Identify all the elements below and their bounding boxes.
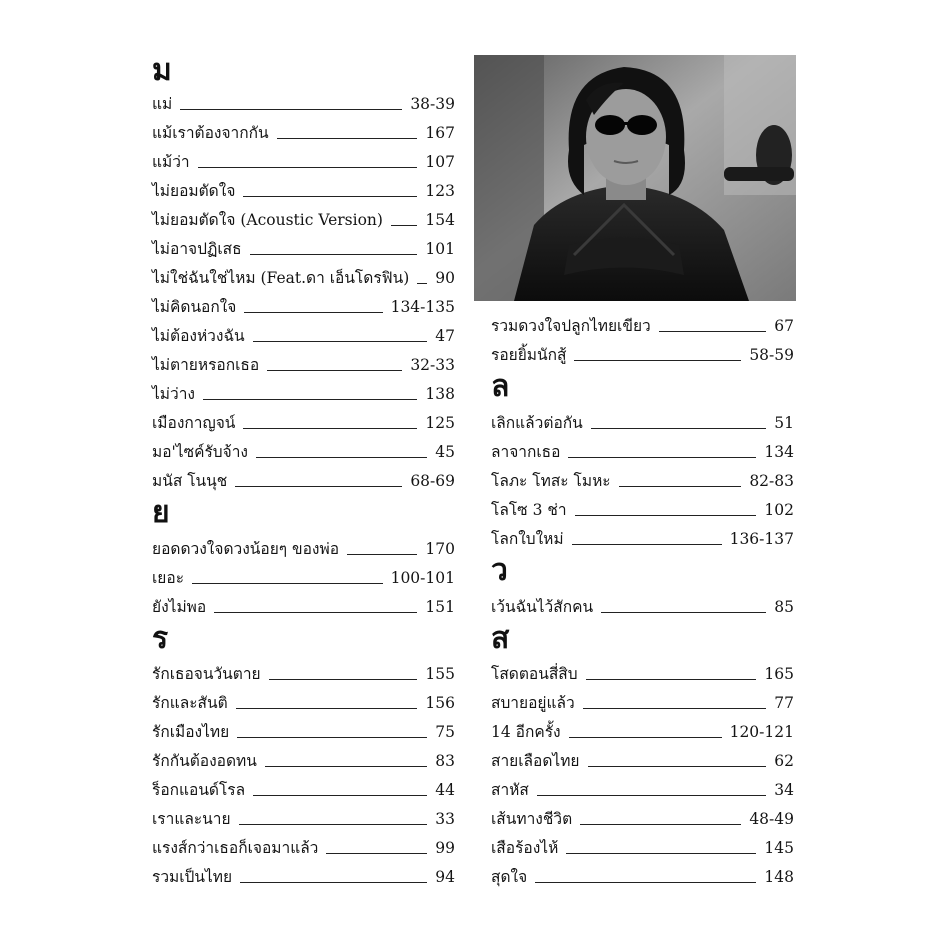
index-entry xyxy=(152,123,455,143)
page-number: 136-137 xyxy=(729,530,794,548)
page-number: 83 xyxy=(435,752,455,770)
leader-line xyxy=(265,766,427,767)
page-number: 125 xyxy=(425,414,455,432)
page-number: 85 xyxy=(774,598,794,616)
song-title: รักและสันติ xyxy=(152,694,228,712)
section-letter-lo: ล xyxy=(491,369,510,404)
leader-line xyxy=(572,544,722,545)
page-number: 151 xyxy=(425,598,455,616)
leader-line xyxy=(569,737,722,738)
index-entry xyxy=(152,384,455,404)
leader-line xyxy=(244,312,382,313)
page-number: 44 xyxy=(435,781,455,799)
leader-line xyxy=(347,554,417,555)
song-title: รักกันต้องอดทน xyxy=(152,752,257,770)
leader-line xyxy=(267,370,402,371)
leader-line xyxy=(203,399,417,400)
leader-line xyxy=(391,225,417,226)
index-entry xyxy=(152,568,455,588)
page-number: 90 xyxy=(435,269,455,287)
leader-line xyxy=(583,708,767,709)
page-number: 102 xyxy=(764,501,794,519)
leader-line xyxy=(575,515,757,516)
leader-line xyxy=(214,612,417,613)
artist-photo xyxy=(474,55,796,301)
index-entry xyxy=(152,268,455,288)
leader-line xyxy=(235,486,402,487)
song-title: รอยยิ้มนักสู้ xyxy=(491,346,567,364)
song-title: เว้นฉันไว้สักคน xyxy=(491,598,594,616)
page-number: 155 xyxy=(425,665,455,683)
index-entry xyxy=(491,838,794,858)
page-number: 94 xyxy=(435,868,455,886)
song-title: รวมเป็นไทย xyxy=(152,868,233,886)
section-letter-so: ส xyxy=(491,621,510,656)
page-number: 82-83 xyxy=(749,472,794,490)
song-title: โลโซ 3 ช่า xyxy=(491,501,567,519)
song-title: สบายอยู่แล้ว xyxy=(491,694,575,712)
page-number: 148 xyxy=(764,868,794,886)
page-number: 134-135 xyxy=(390,298,455,316)
index-entry xyxy=(152,539,455,559)
song-title: รักเธอจนวันตาย xyxy=(152,665,261,683)
leader-line xyxy=(591,428,767,429)
index-entry xyxy=(152,809,455,829)
song-title: เยอะ xyxy=(152,569,185,587)
index-entry xyxy=(152,664,455,684)
index-entry xyxy=(152,152,455,172)
index-entry xyxy=(152,94,455,114)
index-entry xyxy=(491,809,794,829)
index-entry xyxy=(491,664,794,684)
song-title: มนัส โนนุช xyxy=(152,472,228,490)
index-entry xyxy=(491,597,794,617)
page-number: 134 xyxy=(764,443,794,461)
index-entry xyxy=(152,597,455,617)
leader-line xyxy=(277,138,418,139)
index-entry xyxy=(152,355,455,375)
index-entry xyxy=(491,529,794,549)
leader-line xyxy=(588,766,767,767)
leader-line xyxy=(269,679,418,680)
page-number: 45 xyxy=(435,443,455,461)
song-title: ยังไม่พอ xyxy=(152,598,207,616)
page-number: 62 xyxy=(774,752,794,770)
leader-line xyxy=(250,254,418,255)
index-entry xyxy=(152,471,455,491)
song-title: รวมดวงใจปลูกไทยเขียว xyxy=(491,317,651,335)
song-title: โลกใบใหม่ xyxy=(491,530,564,548)
song-title: ไม่ใช่ฉันใช่ไหม (Feat.ดา เอ็นโดรฟิน) xyxy=(152,269,410,287)
song-title: เส้นทางชีวิต xyxy=(491,810,573,828)
song-title: แม่ xyxy=(152,95,173,113)
song-title: ไม่ยอมตัดใจ (Acoustic Version) xyxy=(152,211,383,229)
song-title: สาหัส xyxy=(491,781,529,799)
index-entry xyxy=(152,751,455,771)
section-letter-mo: ม xyxy=(152,53,172,88)
page-number: 123 xyxy=(425,182,455,200)
song-title: โสดตอนสี่สิบ xyxy=(491,665,578,683)
song-title: เมืองกาญจน์ xyxy=(152,414,236,432)
index-entry xyxy=(152,181,455,201)
song-title: รักเมืองไทย xyxy=(152,723,230,741)
page-number: 167 xyxy=(425,124,455,142)
page-number: 58-59 xyxy=(749,346,794,364)
section-letter-yo: ย xyxy=(152,495,170,530)
page-number: 48-49 xyxy=(749,810,794,828)
song-title: ไม่ยอมตัดใจ xyxy=(152,182,236,200)
page-number: 68-69 xyxy=(410,472,455,490)
leader-line xyxy=(535,882,756,883)
page-number: 38-39 xyxy=(410,95,455,113)
song-title: ไม่ต้องห่วงฉัน xyxy=(152,327,245,345)
index-entry xyxy=(491,442,794,462)
index-entry xyxy=(491,722,794,742)
leader-line xyxy=(580,824,741,825)
song-title: เราและนาย xyxy=(152,810,231,828)
index-entry xyxy=(152,442,455,462)
song-title: ไม่คิดนอกใจ xyxy=(152,298,237,316)
index-entry xyxy=(152,838,455,858)
index-entry xyxy=(152,867,455,887)
index-entry xyxy=(491,693,794,713)
page-number: 145 xyxy=(764,839,794,857)
song-title: เสือร้องไห้ xyxy=(491,839,559,857)
leader-line xyxy=(243,428,417,429)
page-number: 67 xyxy=(774,317,794,335)
index-entry xyxy=(152,239,455,259)
photo-illustration xyxy=(474,55,796,301)
page-number: 47 xyxy=(435,327,455,345)
leader-line xyxy=(574,360,741,361)
page-number: 101 xyxy=(425,240,455,258)
page-number: 34 xyxy=(774,781,794,799)
page-number: 32-33 xyxy=(410,356,455,374)
leader-line xyxy=(239,824,428,825)
index-entry xyxy=(152,722,455,742)
index-entry xyxy=(491,751,794,771)
index-entry xyxy=(491,780,794,800)
index-entry xyxy=(491,867,794,887)
leader-line xyxy=(566,853,756,854)
leader-line xyxy=(568,457,756,458)
song-title: สุดใจ xyxy=(491,868,528,886)
section-letter-wo: ว xyxy=(491,553,508,588)
index-entry xyxy=(152,780,455,800)
page-number: 100-101 xyxy=(390,569,455,587)
song-title: แรงส์กว่าเธอก็เจอมาแล้ว xyxy=(152,839,319,857)
index-entry xyxy=(491,413,794,433)
index-entry xyxy=(152,210,455,230)
index-entry xyxy=(491,500,794,520)
page-number: 138 xyxy=(425,385,455,403)
song-title: มอ'ไซค์รับจ้าง xyxy=(152,443,248,461)
page-number: 165 xyxy=(764,665,794,683)
page-number: 99 xyxy=(435,839,455,857)
page-number: 120-121 xyxy=(729,723,794,741)
page-number: 156 xyxy=(425,694,455,712)
song-title: ลาจากเธอ xyxy=(491,443,561,461)
song-title: ไม่ตายหรอกเธอ xyxy=(152,356,260,374)
page-number: 170 xyxy=(425,540,455,558)
page-number: 107 xyxy=(425,153,455,171)
song-title: 14 อีกครั้ง xyxy=(491,723,561,741)
leader-line xyxy=(326,853,427,854)
page-number: 51 xyxy=(774,414,794,432)
index-entry xyxy=(491,316,794,336)
leader-line xyxy=(236,708,418,709)
song-title: ร็อกแอนด์โรล xyxy=(152,781,246,799)
leader-line xyxy=(192,583,383,584)
index-entry xyxy=(152,413,455,433)
index-entry xyxy=(491,471,794,491)
leader-line xyxy=(253,341,428,342)
index-entry xyxy=(152,693,455,713)
song-title: แม้ว่า xyxy=(152,153,190,171)
song-title: ยอดดวงใจดวงน้อยๆ ของพ่อ xyxy=(152,540,340,558)
song-title: ไม่ว่าง xyxy=(152,385,195,403)
leader-line xyxy=(417,283,427,284)
leader-line xyxy=(659,331,767,332)
index-entry xyxy=(152,297,455,317)
leader-line xyxy=(240,882,427,883)
song-title: เลิกแล้วต่อกัน xyxy=(491,414,583,432)
leader-line xyxy=(256,457,427,458)
song-title: ไม่อาจปฏิเสธ xyxy=(152,240,242,258)
index-entry xyxy=(491,345,794,365)
leader-line xyxy=(601,612,766,613)
index-entry xyxy=(152,326,455,346)
page-number: 75 xyxy=(435,723,455,741)
page-number: 33 xyxy=(435,810,455,828)
leader-line xyxy=(619,486,742,487)
leader-line xyxy=(586,679,757,680)
leader-line xyxy=(198,167,418,168)
song-title: โลภะ โทสะ โมหะ xyxy=(491,472,611,490)
section-letter-ro: ร xyxy=(152,621,169,656)
leader-line xyxy=(180,109,402,110)
page-number: 154 xyxy=(425,211,455,229)
song-title: สายเลือดไทย xyxy=(491,752,580,770)
song-title: แม้เราต้องจากกัน xyxy=(152,124,269,142)
page-number: 77 xyxy=(774,694,794,712)
leader-line xyxy=(537,795,766,796)
leader-line xyxy=(243,196,417,197)
leader-line xyxy=(237,737,427,738)
leader-line xyxy=(253,795,427,796)
